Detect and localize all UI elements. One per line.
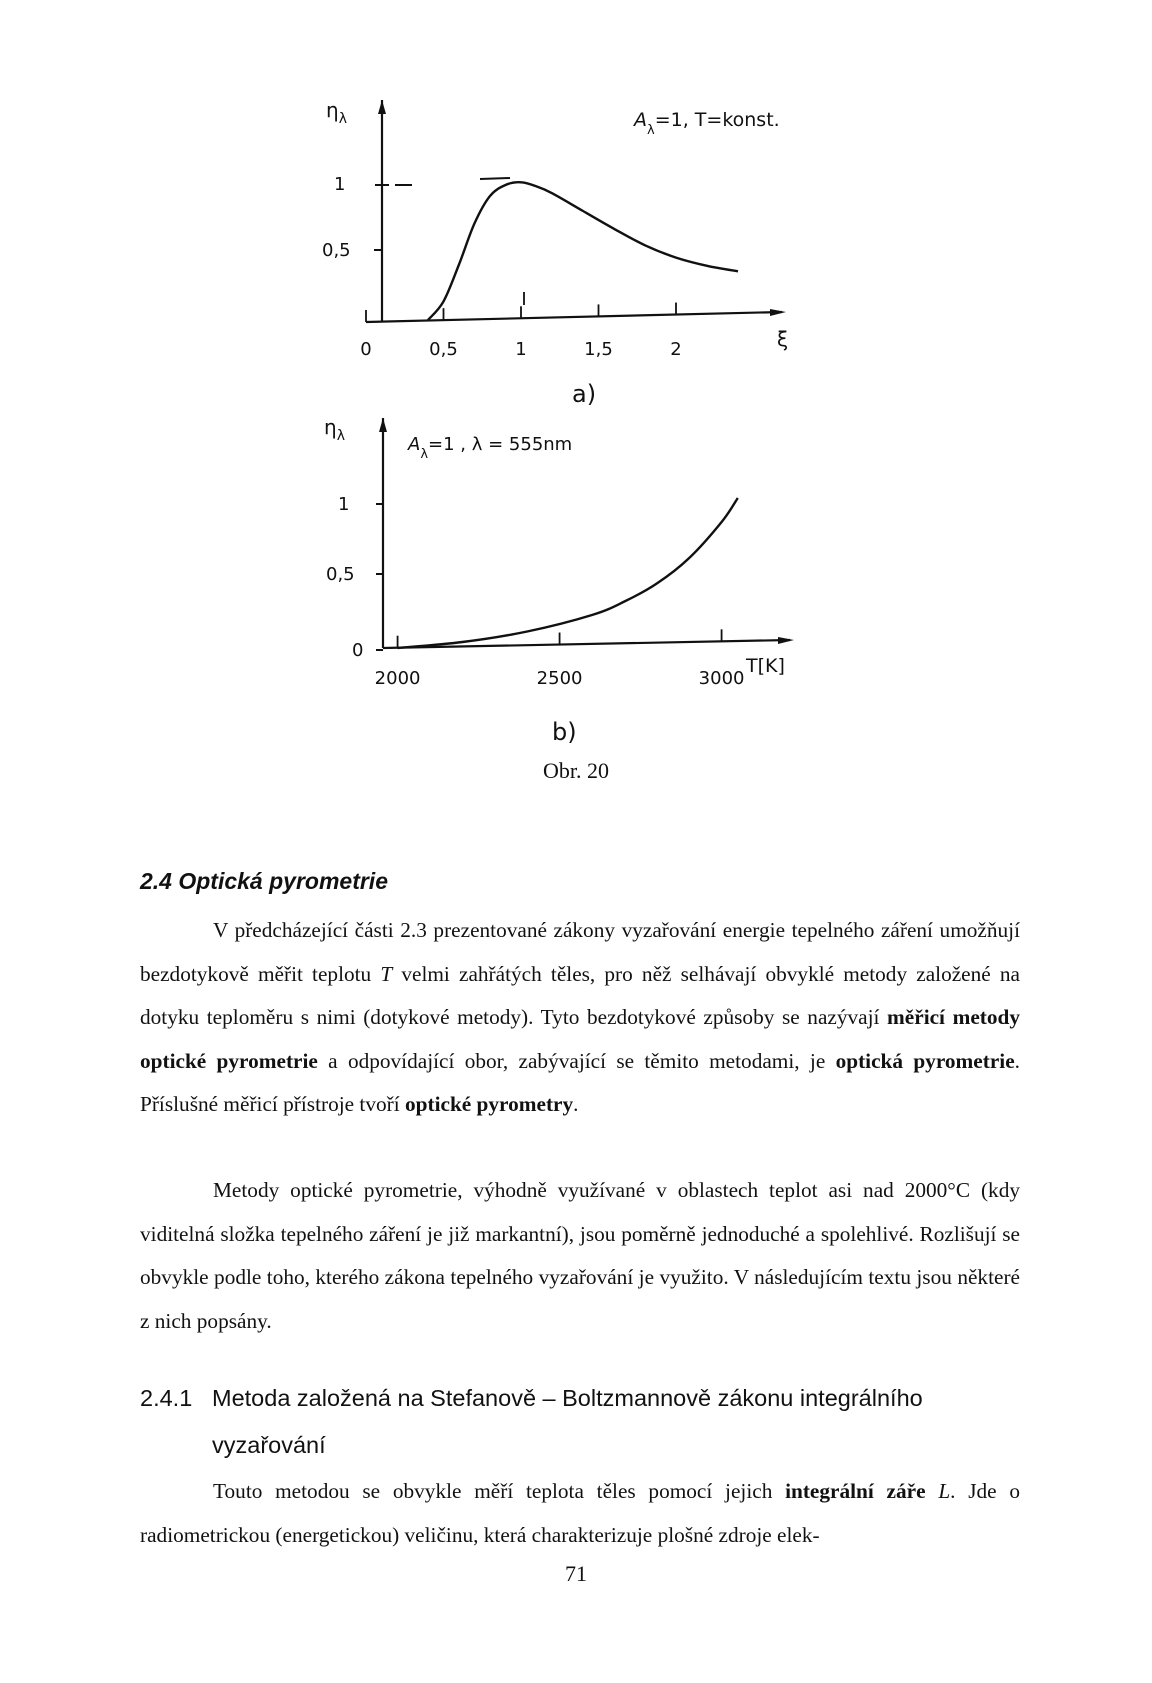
panel-a-xtick-label: 0 [360,339,372,360]
panel-a-ytick-label: 1 [334,174,346,195]
panel-b-ytick-label: 0,5 [326,564,355,585]
page-number: 71 [565,1561,587,1586]
subsection-heading [140,1375,1040,1469]
figure-20 [0,0,1152,800]
panel-b-label: b) [552,718,577,746]
panel-a-xtick-label: 2 [670,339,682,360]
subsection-paragraph-1: Touto metodou se obvykle měří teplota těles pomocí jejich integrální záře L. Jde o radiometrickou (energetickou) veličinu, která charakterizuje plošné zdroje elek- [140,1479,1021,1547]
panel-b-xticks [375,629,745,689]
panel-a-y-arrow [378,100,386,114]
panel-b-ytick-label: 1 [338,494,350,515]
panel-b-xlabel: T[K] [746,655,785,677]
panel-b-x-arrow [778,637,794,644]
panel-a-xtick-label: 1 [515,339,527,360]
panel-b-xtick-label: 3000 [698,668,745,689]
panel-b [324,415,794,746]
section-title: 2.4 Optická pyrometrie [140,868,388,894]
panel-a-label: a) [572,380,597,408]
panel-a-dash-2 [480,178,510,179]
panel-b-xtick-label: 2000 [374,668,421,689]
panel-a-xtick-label: 0,5 [429,339,458,360]
panel-b-annotation: $A_\lambda=1$ , λ = 555nm [408,434,573,462]
subsection-number: 2.4.1 [140,1385,193,1411]
panel-b-ylabel: $\eta_\lambda$ [324,415,345,444]
panel-a-x-axis [366,312,782,322]
subsection-title-line1: Metoda založená na Stefanově – Boltzmannově zákonu integrálního [212,1385,923,1411]
panel-a-xticks [360,303,681,360]
panel-a-ytick-label: 0,5 [322,240,351,261]
panel-b-y-arrow [379,418,387,432]
panel-b-ytick-label: 0 [352,640,364,661]
panel-b-xtick-label: 2500 [536,668,583,689]
panel-a-xtick-label: 1,5 [584,339,613,360]
panel-a-annotation: $A_\lambda=1$, T=konst. [634,109,780,138]
panel-a-x-arrow [770,309,786,316]
section-paragraph-2: Metody optické pyrometrie, výhodně využívané v oblastech teplot asi nad 2000°C (kdy viditelná složka tepelného záření je již markantní), jsou poměrně jednoduché a spolehlivé. Rozlišují se obvykle podle toho, kterého zákona tepelného vyzařování je využito. V následujícím textu jsou některé z nich popsány. [140,1178,1020,1333]
figure-caption: Obr. 20 [543,758,609,783]
subsection-title-line2: vyzařování [212,1432,326,1458]
panel-a-curve [428,182,738,320]
panel-a-ylabel: $\eta_\lambda$ [326,98,347,127]
panel-b-curve [398,498,738,648]
section-paragraph-1: V předcházející části 2.3 prezentované zákony vyzařování energie tepelného záření umožňují bezdotykově měřit teplotu T velmi zahřátých těles, pro něž selhávají obvyklé metody založené na dotyku teploměru s nimi (dotykové metody). Tyto bezdotykové způsoby se nazývají měřicí metody optické pyrometrie a odpovídající obor, zabývající se těmito metodami, je optická pyrometrie. Příslušné měřicí přístroje tvoří optické pyrometry. [140,918,1020,1117]
panel-a [322,98,788,408]
panel-a-xlabel: ξ [777,327,789,351]
